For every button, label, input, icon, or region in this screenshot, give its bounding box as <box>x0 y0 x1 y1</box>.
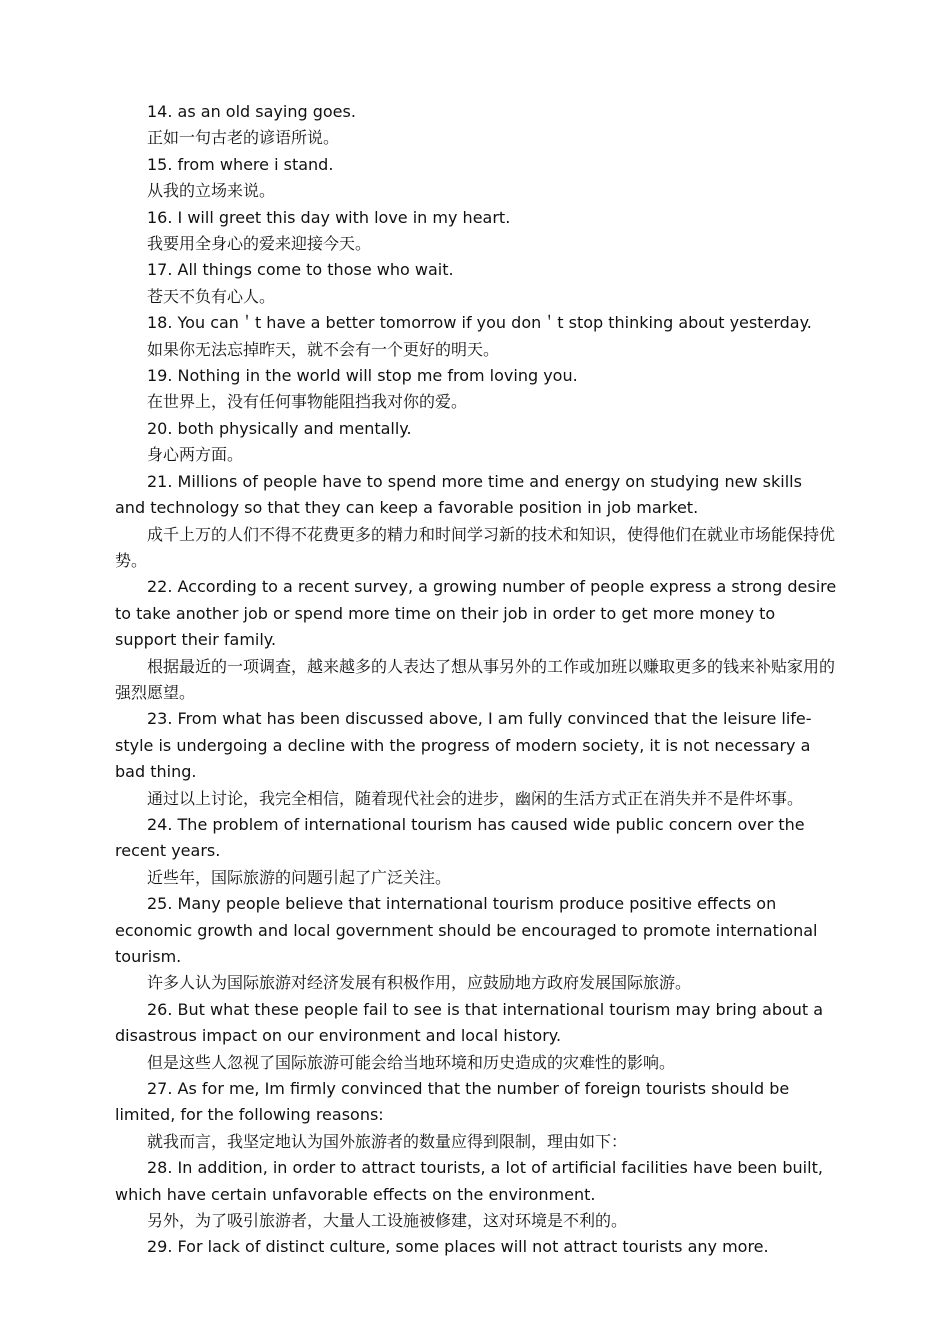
sentence-18-chinese: 如果你无法忘掉昨天，就不会有一个更好的明天。 <box>147 339 500 359</box>
sentence-27-chinese: 就我而言，我坚定地认为国外旅游者的数量应得到限制，理由如下： <box>147 1131 628 1151</box>
sentence-14-english: 14. as an old saying goes. <box>147 102 356 121</box>
sentence-24-chinese: 近些年，国际旅游的问题引起了广泛关注。 <box>147 867 452 887</box>
sentence-26-chinese: 但是这些人忽视了国际旅游可能会给当地环境和历史造成的灾难性的影响。 <box>147 1052 676 1072</box>
sentence-20-english: 20. both physically and mentally. <box>147 418 412 438</box>
sentence-19-chinese: 在世界上，没有任何事物能阻挡我对你的爱。 <box>147 392 468 412</box>
sentence-25-chinese: 许多人认为国际旅游对经济发展有积极作用，应鼓励地方政府发展国际旅游。 <box>147 973 692 993</box>
sentence-17-chinese: 苍天不负有心人。 <box>147 286 276 306</box>
sentence-23-chinese: 通过以上讨论，我完全相信，随着现代社会的进步，幽闲的生活方式正在消失并不是件坏事。 <box>147 788 804 808</box>
sentence-21-english: 21. Millions of people have to spend more time and energy on studying new skills and technology so that they can keep a favorable position in job market. <box>115 471 802 518</box>
sentence-15-english: 15. from where i stand. <box>147 154 334 174</box>
sentence-16-chinese: 我要用全身心的爱来迎接今天。 <box>147 234 372 254</box>
sentence-26-english: 26. But what these people fail to see is that international tourism may bring about a disastrous impact on our environment and local history. <box>115 999 824 1046</box>
sentence-24-english: 24. The problem of international tourism has caused wide public concern over the recent years. <box>115 814 805 861</box>
sentence-20-chinese: 身心两方面。 <box>147 445 244 465</box>
sentence-18-english: 18. You can＇t have a better tomorrow if you don＇t stop thinking about yesterday. <box>147 313 812 333</box>
sentence-19-english: 19. Nothing in the world will stop me from loving you. <box>147 366 578 386</box>
sentence-17-english: 17. All things come to those who wait. <box>147 260 454 280</box>
sentence-15-chinese: 从我的立场来说。 <box>147 181 276 201</box>
sentence-22-chinese: 根据最近的一项调查，越来越多的人表达了想从事另外的工作或加班以赚取更多的钱来补贴家用的强烈愿望。 <box>115 656 836 702</box>
sentence-23-english: 23. From what has been discussed above, I am fully convinced that the leisure life-style is undergoing a decline with the progress of modern society, it is not necessary a bad thing. <box>115 709 812 782</box>
sentence-25-english: 25. Many people believe that international tourism produce positive effects on economic growth and local government should be encouraged to promote international tourism. <box>115 894 818 966</box>
sentence-14-chinese: 正如一句古老的谚语所说。 <box>147 128 340 148</box>
sentence-28-english: 28. In addition, in order to attract tourists, a lot of artificial facilities have been built, which have certain unfavorable effects on the environment. <box>115 1158 823 1204</box>
sentence-27-english: 27. As for me, Im firmly convinced that the number of foreign tourists should be limited, for the following reasons: <box>115 1079 790 1125</box>
sentence-28-chinese: 另外，为了吸引旅游者，大量人工设施被修建，这对环境是不利的。 <box>147 1211 628 1231</box>
sentence-22-english: 22. According to a recent survey, a growing number of people express a strong desire to take another job or spend more time on their job in order to get more money to support their family. <box>115 577 837 650</box>
sentence-16-english: 16. I will greet this day with love in my heart. <box>147 207 511 227</box>
sentence-29-english: 29. For lack of distinct culture, some places will not attract tourists any more. <box>147 1237 769 1257</box>
sentence-21-chinese: 成千上万的人们不得不花费更多的精力和时间学习新的技术和知识，使得他们在就业市场能保持优势。 <box>115 524 836 570</box>
document-page <box>115 99 837 1261</box>
